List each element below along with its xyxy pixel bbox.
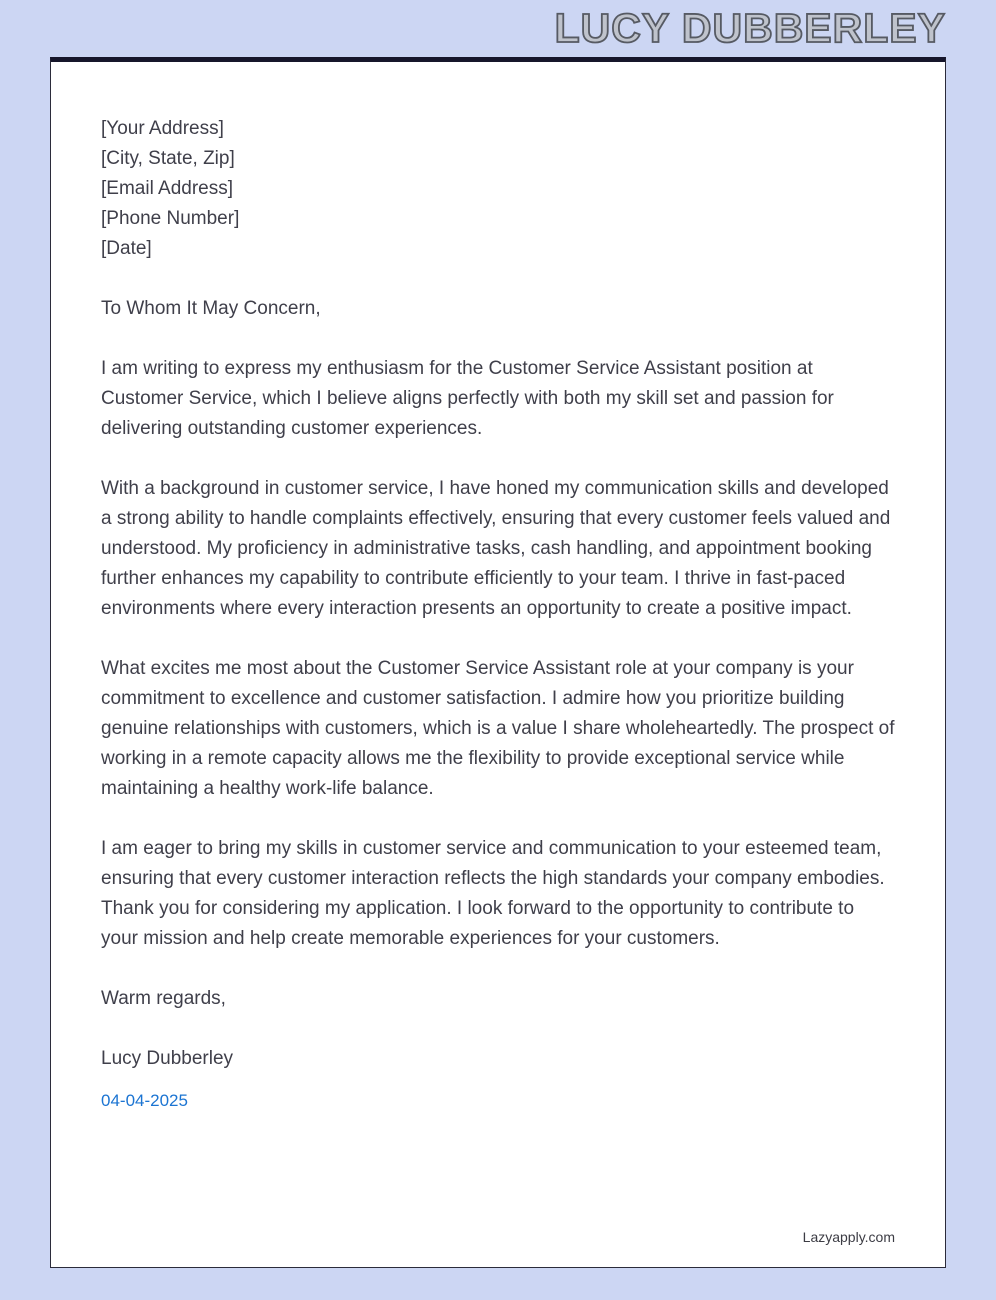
letter-page: [50, 57, 946, 1268]
watermark: Lazyapply.com: [802, 1229, 895, 1245]
address-line: [Your Address]: [101, 118, 224, 139]
letter-paragraph: What excites me most about the Customer Service Assistant role at your company is your commitment to excellence and customer satisfaction. I admire how you prioritize building genuine relationships with customers, which is a value I share wholeheartedly. The prospect of working in a remote capacity allows me the flexibility to provide exceptional service while maintaining a healthy work-life balance.: [101, 658, 895, 799]
address-line: [Email Address]: [101, 178, 233, 199]
address-line: [Phone Number]: [101, 208, 240, 229]
letter-paragraph: With a background in customer service, I have honed my communication skills and developed a strong ability to handle complaints effectively, ensuring that every customer feels valued and understood. My proficiency in administrative tasks, cash handling, and appointment booking further enhances my capability to contribute efficiently to your team. I thrive in fast-paced environments where every interaction presents an opportunity to create a positive impact.: [101, 478, 891, 619]
address-block: [101, 114, 895, 264]
page-title: LUCY DUBBERLEY: [554, 5, 946, 51]
address-line: [Date]: [101, 238, 152, 259]
header-band: [0, 0, 996, 57]
closing-line: Warm regards,: [101, 988, 226, 1009]
salutation: To Whom It May Concern,: [101, 298, 321, 319]
signature-name: Lucy Dubberley: [101, 1048, 234, 1069]
letter-paragraph: I am writing to express my enthusiasm for the Customer Service Assistant position at Customer Service, which I believe aligns perfectly with both my skill set and passion for delivering outstanding customer experiences.: [101, 358, 834, 439]
address-line: [City, State, Zip]: [101, 148, 235, 169]
letter-date: 04-04-2025: [101, 1091, 188, 1110]
letter-paragraph: I am eager to bring my skills in customer service and communication to your esteemed team, ensuring that every customer interaction reflects the high standards your company embodies. Thank you for considering my application. I look forward to the opportunity to contribute to your mission and help create memorable experiences for your customers.: [101, 838, 885, 949]
letter-body: [101, 102, 895, 1229]
